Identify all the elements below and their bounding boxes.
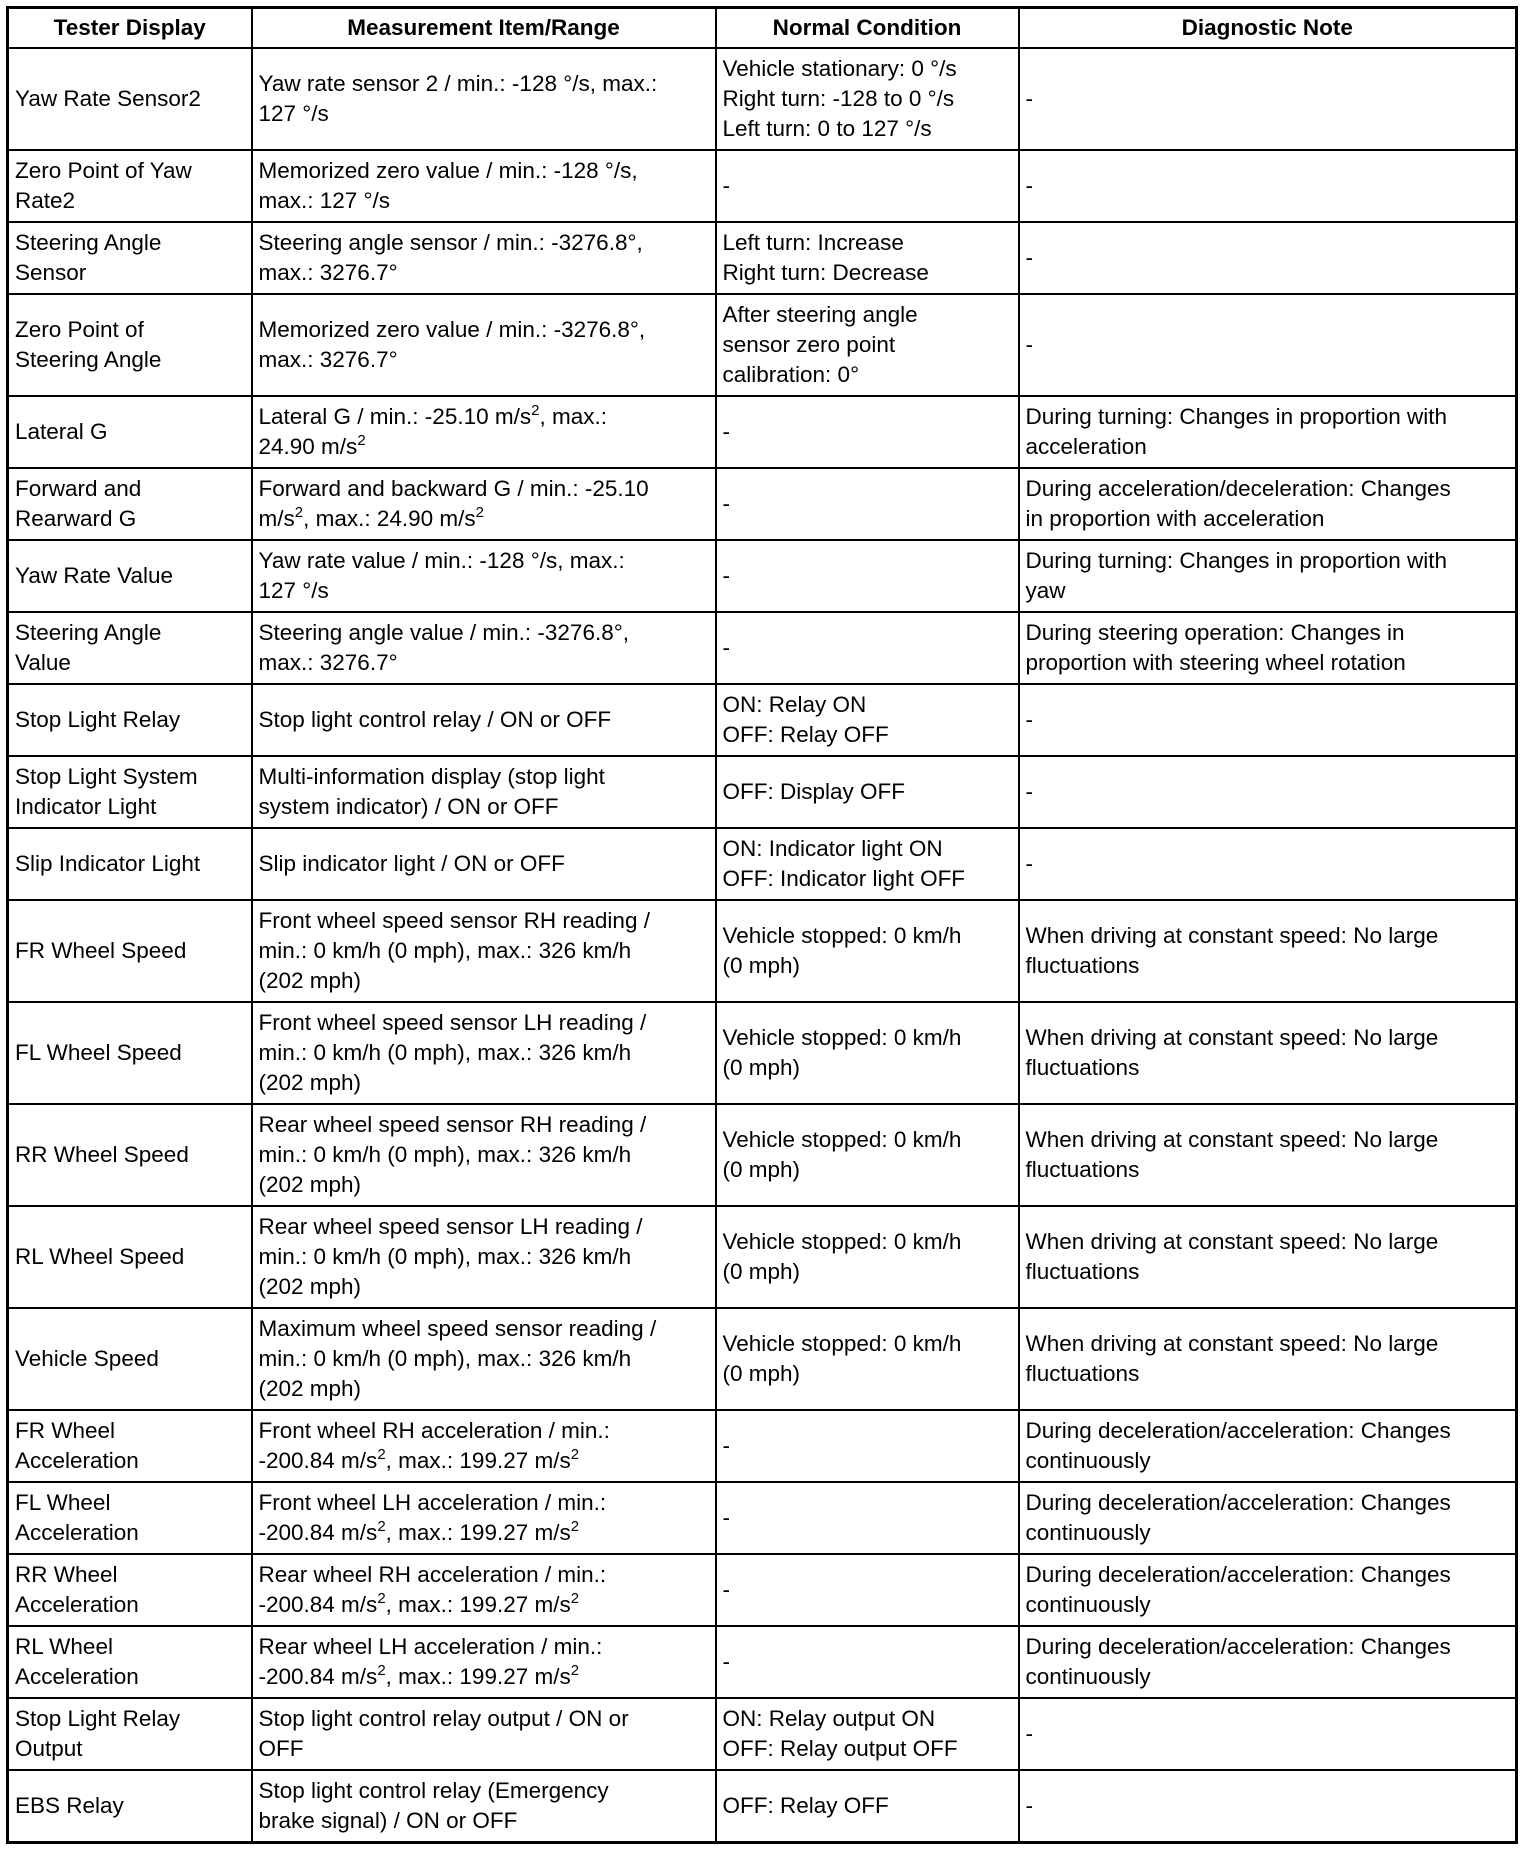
cell-measurement-item: Front wheel LH acceleration / min.: -200.84 $m/s^2$, max.: 199.27 $m/s^2$: [252, 1482, 716, 1554]
cell-tester-display: RR Wheel Acceleration: [8, 1554, 252, 1626]
superscript-two: 2: [475, 504, 484, 521]
cell-normal-condition: -: [716, 540, 1019, 612]
table-row: [8, 1770, 1517, 1843]
cell-diagnostic-note: During turning: Changes in proportion with acceleration: [1019, 396, 1517, 468]
cell-tester-display: RR Wheel Speed: [8, 1104, 252, 1206]
cell-tester-display: Lateral G: [8, 396, 252, 468]
cell-diagnostic-note: When driving at constant speed: No large fluctuations: [1019, 1206, 1517, 1308]
cell-normal-condition: Vehicle stopped: 0 km/h (0 mph): [716, 1104, 1019, 1206]
table-row: [8, 396, 1517, 468]
data-list-table: [6, 6, 1518, 1844]
cell-tester-display: RL Wheel Speed: [8, 1206, 252, 1308]
cell-normal-condition: -: [716, 1482, 1019, 1554]
table-row: [8, 684, 1517, 756]
cell-tester-display: RL Wheel Acceleration: [8, 1626, 252, 1698]
cell-measurement-item: Yaw rate sensor 2 / min.: -128 °/s, max.: 127 °/s: [252, 48, 716, 150]
cell-normal-condition: -: [716, 150, 1019, 222]
superscript-two: 2: [377, 1590, 386, 1607]
superscript-two: 2: [357, 432, 366, 449]
cell-diagnostic-note: -: [1019, 756, 1517, 828]
cell-measurement-item: Memorized zero value / min.: -3276.8°, max.: 3276.7°: [252, 294, 716, 396]
superscript-two: 2: [570, 1662, 580, 1679]
superscript-two: 2: [570, 1518, 580, 1535]
superscript-two: 2: [570, 1590, 580, 1607]
cell-normal-condition: -: [716, 1410, 1019, 1482]
cell-diagnostic-note: During deceleration/acceleration: Changes continuously: [1019, 1554, 1517, 1626]
col-header-measurement-item: Measurement Item/Range: [252, 8, 716, 49]
header-row: [8, 8, 1517, 49]
cell-diagnostic-note: When driving at constant speed: No large fluctuations: [1019, 1308, 1517, 1410]
cell-diagnostic-note: -: [1019, 828, 1517, 900]
cell-measurement-item: Lateral G / min.: -25.10 $m/s^2$, max.: 24.90 $m/s^2$: [252, 396, 716, 468]
cell-normal-condition: OFF: Relay OFF: [716, 1770, 1019, 1843]
cell-measurement-item: Front wheel speed sensor LH reading / min.: 0 km/h (0 mph), max.: 326 km/h (202 mph): [252, 1002, 716, 1104]
table-row: [8, 222, 1517, 294]
cell-measurement-item: Front wheel RH acceleration / min.: -200.84 $m/s^2$, max.: 199.27 $m/s^2$: [252, 1410, 716, 1482]
table-row: [8, 1002, 1517, 1104]
cell-measurement-item: Forward and backward G / min.: -25.10 $m/s^2$, max.: 24.90 $m/s^2$: [252, 468, 716, 540]
table-row: [8, 612, 1517, 684]
cell-measurement-item: Front wheel speed sensor RH reading / min.: 0 km/h (0 mph), max.: 326 km/h (202 mph): [252, 900, 716, 1002]
table-row: [8, 1308, 1517, 1410]
cell-tester-display: Yaw Rate Sensor2: [8, 48, 252, 150]
cell-diagnostic-note: -: [1019, 1698, 1517, 1770]
cell-measurement-item: Steering angle value / min.: -3276.8°, max.: 3276.7°: [252, 612, 716, 684]
cell-diagnostic-note: During steering operation: Changes in proportion with steering wheel rotation: [1019, 612, 1517, 684]
cell-normal-condition: ON: Relay output ON OFF: Relay output OFF: [716, 1698, 1019, 1770]
cell-normal-condition: Vehicle stopped: 0 km/h (0 mph): [716, 900, 1019, 1002]
cell-tester-display: Stop Light System Indicator Light: [8, 756, 252, 828]
cell-normal-condition: OFF: Display OFF: [716, 756, 1019, 828]
table-row: [8, 1104, 1517, 1206]
table-row: [8, 150, 1517, 222]
col-header-diagnostic-note: Diagnostic Note: [1019, 8, 1517, 49]
table-row: [8, 1410, 1517, 1482]
superscript-two: 2: [294, 504, 304, 521]
cell-tester-display: Stop Light Relay: [8, 684, 252, 756]
table-row: [8, 1554, 1517, 1626]
cell-diagnostic-note: During acceleration/deceleration: Changes in proportion with acceleration: [1019, 468, 1517, 540]
cell-measurement-item: Stop light control relay (Emergency brake signal) / ON or OFF: [252, 1770, 716, 1843]
cell-measurement-item: Yaw rate value / min.: -128 °/s, max.: 127 °/s: [252, 540, 716, 612]
cell-tester-display: Forward and Rearward G: [8, 468, 252, 540]
table-row: [8, 48, 1517, 150]
cell-normal-condition: After steering angle sensor zero point calibration: 0°: [716, 294, 1019, 396]
cell-normal-condition: Vehicle stopped: 0 km/h (0 mph): [716, 1308, 1019, 1410]
table-row: [8, 540, 1517, 612]
cell-measurement-item: Slip indicator light / ON or OFF: [252, 828, 716, 900]
superscript-two: 2: [531, 402, 540, 419]
superscript-two: 2: [570, 1446, 580, 1463]
cell-diagnostic-note: -: [1019, 150, 1517, 222]
cell-measurement-item: Rear wheel LH acceleration / min.: -200.84 $m/s^2$, max.: 199.27 $m/s^2$: [252, 1626, 716, 1698]
table-row: [8, 1698, 1517, 1770]
cell-measurement-item: Maximum wheel speed sensor reading / min.: 0 km/h (0 mph), max.: 326 km/h (202 mph): [252, 1308, 716, 1410]
cell-diagnostic-note: -: [1019, 684, 1517, 756]
cell-measurement-item: Memorized zero value / min.: -128 °/s, max.: 127 °/s: [252, 150, 716, 222]
cell-tester-display: Vehicle Speed: [8, 1308, 252, 1410]
table-row: [8, 828, 1517, 900]
cell-diagnostic-note: During turning: Changes in proportion with yaw: [1019, 540, 1517, 612]
cell-normal-condition: -: [716, 612, 1019, 684]
table-row: [8, 1626, 1517, 1698]
cell-normal-condition: Vehicle stopped: 0 km/h (0 mph): [716, 1002, 1019, 1104]
cell-normal-condition: Vehicle stopped: 0 km/h (0 mph): [716, 1206, 1019, 1308]
cell-tester-display: Yaw Rate Value: [8, 540, 252, 612]
cell-diagnostic-note: During deceleration/acceleration: Changes continuously: [1019, 1626, 1517, 1698]
cell-diagnostic-note: -: [1019, 48, 1517, 150]
table-row: [8, 468, 1517, 540]
cell-measurement-item: Steering angle sensor / min.: -3276.8°, max.: 3276.7°: [252, 222, 716, 294]
cell-diagnostic-note: When driving at constant speed: No large fluctuations: [1019, 900, 1517, 1002]
superscript-two: 2: [377, 1446, 386, 1463]
cell-tester-display: FR Wheel Speed: [8, 900, 252, 1002]
cell-tester-display: FL Wheel Speed: [8, 1002, 252, 1104]
table-row: [8, 900, 1517, 1002]
cell-tester-display: Stop Light Relay Output: [8, 1698, 252, 1770]
cell-diagnostic-note: When driving at constant speed: No large fluctuations: [1019, 1104, 1517, 1206]
cell-tester-display: Steering Angle Value: [8, 612, 252, 684]
cell-tester-display: Steering Angle Sensor: [8, 222, 252, 294]
cell-measurement-item: Multi-information display (stop light system indicator) / ON or OFF: [252, 756, 716, 828]
cell-diagnostic-note: When driving at constant speed: No large fluctuations: [1019, 1002, 1517, 1104]
cell-tester-display: Zero Point of Yaw Rate2: [8, 150, 252, 222]
cell-measurement-item: Stop light control relay output / ON or OFF: [252, 1698, 716, 1770]
cell-tester-display: FR Wheel Acceleration: [8, 1410, 252, 1482]
cell-normal-condition: -: [716, 468, 1019, 540]
cell-normal-condition: -: [716, 396, 1019, 468]
cell-measurement-item: Rear wheel speed sensor RH reading / min.: 0 km/h (0 mph), max.: 326 km/h (202 mph): [252, 1104, 716, 1206]
cell-normal-condition: Vehicle stationary: 0 °/s Right turn: -128 to 0 °/s Left turn: 0 to 127 °/s: [716, 48, 1019, 150]
table-row: [8, 1482, 1517, 1554]
cell-tester-display: Zero Point of Steering Angle: [8, 294, 252, 396]
cell-measurement-item: Rear wheel RH acceleration / min.: -200.84 $m/s^2$, max.: 199.27 $m/s^2$: [252, 1554, 716, 1626]
cell-diagnostic-note: -: [1019, 222, 1517, 294]
cell-normal-condition: -: [716, 1626, 1019, 1698]
cell-diagnostic-note: -: [1019, 294, 1517, 396]
col-header-normal-condition: Normal Condition: [716, 8, 1019, 49]
cell-tester-display: EBS Relay: [8, 1770, 252, 1843]
cell-diagnostic-note: During deceleration/acceleration: Changes continuously: [1019, 1410, 1517, 1482]
cell-normal-condition: -: [716, 1554, 1019, 1626]
superscript-two: 2: [377, 1662, 386, 1679]
table-row: [8, 1206, 1517, 1308]
cell-diagnostic-note: -: [1019, 1770, 1517, 1843]
cell-measurement-item: Stop light control relay / ON or OFF: [252, 684, 716, 756]
cell-normal-condition: Left turn: Increase Right turn: Decrease: [716, 222, 1019, 294]
cell-tester-display: Slip Indicator Light: [8, 828, 252, 900]
col-header-tester-display: Tester Display: [8, 8, 252, 49]
table-row: [8, 294, 1517, 396]
cell-tester-display: FL Wheel Acceleration: [8, 1482, 252, 1554]
table-row: [8, 756, 1517, 828]
superscript-two: 2: [377, 1518, 386, 1535]
cell-normal-condition: ON: Relay ON OFF: Relay OFF: [716, 684, 1019, 756]
cell-diagnostic-note: During deceleration/acceleration: Changes continuously: [1019, 1482, 1517, 1554]
cell-measurement-item: Rear wheel speed sensor LH reading / min.: 0 km/h (0 mph), max.: 326 km/h (202 mph): [252, 1206, 716, 1308]
cell-normal-condition: ON: Indicator light ON OFF: Indicator light OFF: [716, 828, 1019, 900]
